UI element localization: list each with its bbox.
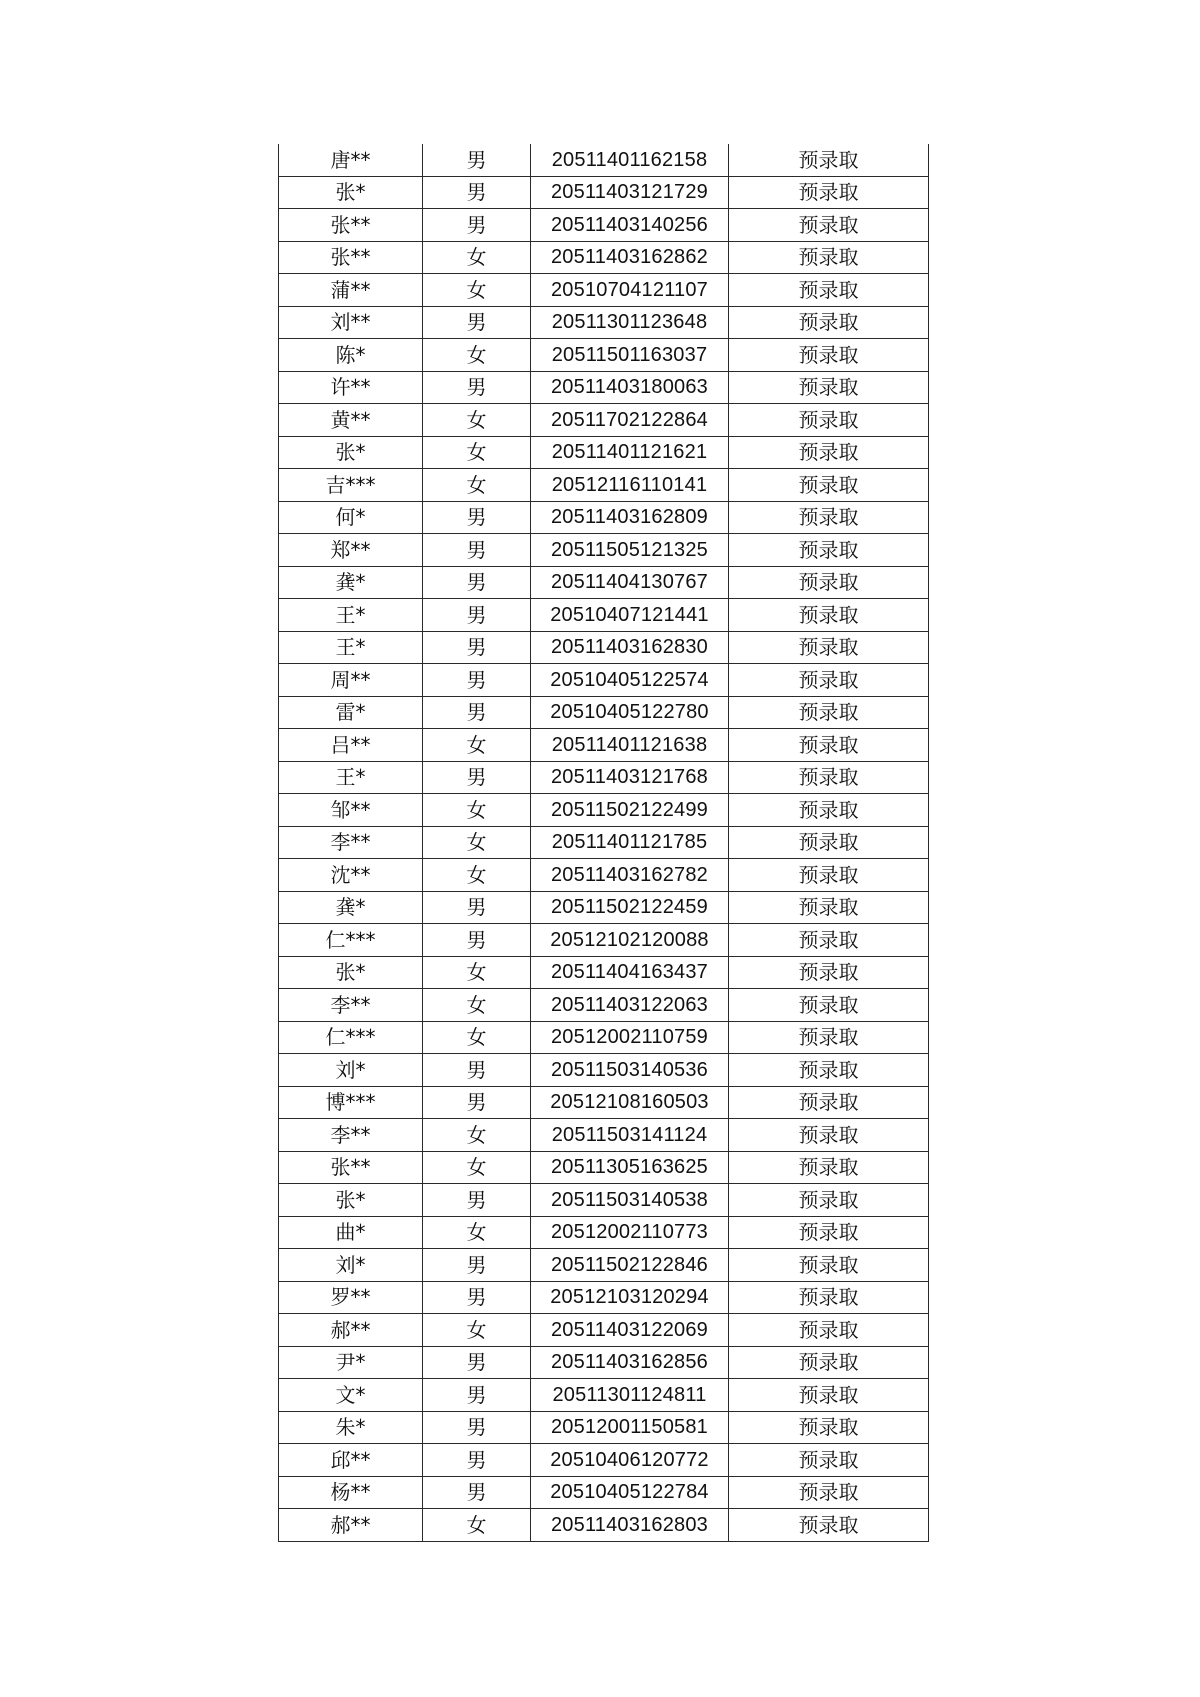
- admission-status-cell: 预录取: [729, 631, 929, 664]
- admission-status-cell: 预录取: [729, 241, 929, 274]
- admission-status-cell: 预录取: [729, 501, 929, 534]
- exam-number-cell: 20511305163625: [531, 1151, 729, 1184]
- exam-number-cell: 20512002110759: [531, 1021, 729, 1054]
- gender-cell: 女: [423, 1021, 531, 1054]
- gender-cell: 男: [423, 144, 531, 176]
- admission-status-cell: 预录取: [729, 599, 929, 632]
- table-row: [279, 1054, 929, 1087]
- exam-number-cell: 20510407121441: [531, 599, 729, 632]
- exam-number-cell: 20511501163037: [531, 339, 729, 372]
- exam-number-cell: 20511401162158: [531, 144, 729, 176]
- admission-status-cell: 预录取: [729, 436, 929, 469]
- name-cell: 罗**: [279, 1281, 423, 1314]
- table-row: [279, 176, 929, 209]
- name-cell: 唐**: [279, 144, 423, 176]
- admission-status-cell: 预录取: [729, 404, 929, 437]
- name-cell: 邹**: [279, 794, 423, 827]
- gender-cell: 女: [423, 1314, 531, 1347]
- gender-cell: 女: [423, 404, 531, 437]
- table-row: [279, 274, 929, 307]
- gender-cell: 女: [423, 989, 531, 1022]
- admission-status-cell: 预录取: [729, 339, 929, 372]
- admission-status-cell: 预录取: [729, 371, 929, 404]
- exam-number-cell: 20512002110773: [531, 1216, 729, 1249]
- name-cell: 雷*: [279, 696, 423, 729]
- name-cell: 王*: [279, 631, 423, 664]
- gender-cell: 男: [423, 1086, 531, 1119]
- admission-status-cell: 预录取: [729, 274, 929, 307]
- name-cell: 蒲**: [279, 274, 423, 307]
- admission-status-cell: 预录取: [729, 1119, 929, 1152]
- gender-cell: 男: [423, 1249, 531, 1282]
- exam-number-cell: 20511404163437: [531, 956, 729, 989]
- gender-cell: 男: [423, 1379, 531, 1412]
- table-row: [279, 339, 929, 372]
- admission-status-cell: 预录取: [729, 729, 929, 762]
- table-row: [279, 1184, 929, 1217]
- table-row: [279, 1314, 929, 1347]
- gender-cell: 男: [423, 176, 531, 209]
- exam-number-cell: 20511403121729: [531, 176, 729, 209]
- admission-status-cell: 预录取: [729, 1249, 929, 1282]
- exam-number-cell: 20511503140538: [531, 1184, 729, 1217]
- admission-status-cell: 预录取: [729, 891, 929, 924]
- exam-number-cell: 20511503140536: [531, 1054, 729, 1087]
- admission-status-cell: 预录取: [729, 1021, 929, 1054]
- name-cell: 张*: [279, 1184, 423, 1217]
- gender-cell: 男: [423, 891, 531, 924]
- name-cell: 朱*: [279, 1411, 423, 1444]
- exam-number-cell: 20510405122784: [531, 1476, 729, 1509]
- table-row: [279, 696, 929, 729]
- table-row: [279, 924, 929, 957]
- name-cell: 王*: [279, 599, 423, 632]
- exam-number-cell: 20512103120294: [531, 1281, 729, 1314]
- exam-number-cell: 20511403122063: [531, 989, 729, 1022]
- admission-status-cell: 预录取: [729, 989, 929, 1022]
- exam-number-cell: 20511502122499: [531, 794, 729, 827]
- gender-cell: 女: [423, 826, 531, 859]
- admission-status-cell: 预录取: [729, 956, 929, 989]
- name-cell: 刘*: [279, 1249, 423, 1282]
- admission-status-cell: 预录取: [729, 1379, 929, 1412]
- name-cell: 李**: [279, 1119, 423, 1152]
- gender-cell: 男: [423, 696, 531, 729]
- table-row: [279, 1216, 929, 1249]
- admission-status-cell: 预录取: [729, 761, 929, 794]
- name-cell: 张*: [279, 956, 423, 989]
- gender-cell: 女: [423, 1151, 531, 1184]
- gender-cell: 女: [423, 274, 531, 307]
- name-cell: 郑**: [279, 534, 423, 567]
- gender-cell: 男: [423, 534, 531, 567]
- gender-cell: 男: [423, 1054, 531, 1087]
- gender-cell: 女: [423, 1216, 531, 1249]
- exam-number-cell: 20512001150581: [531, 1411, 729, 1444]
- exam-number-cell: 20511702122864: [531, 404, 729, 437]
- admission-status-cell: 预录取: [729, 306, 929, 339]
- table-row: [279, 794, 929, 827]
- exam-number-cell: 20511403162782: [531, 859, 729, 892]
- gender-cell: 男: [423, 1476, 531, 1509]
- admission-status-cell: 预录取: [729, 664, 929, 697]
- name-cell: 龚*: [279, 891, 423, 924]
- admission-table: [278, 144, 929, 1542]
- name-cell: 李**: [279, 989, 423, 1022]
- name-cell: 沈**: [279, 859, 423, 892]
- table-row: [279, 664, 929, 697]
- name-cell: 黄**: [279, 404, 423, 437]
- table-row: [279, 144, 929, 176]
- gender-cell: 男: [423, 1184, 531, 1217]
- gender-cell: 女: [423, 729, 531, 762]
- exam-number-cell: 20511401121785: [531, 826, 729, 859]
- table-row: [279, 729, 929, 762]
- name-cell: 刘**: [279, 306, 423, 339]
- table-row: [279, 631, 929, 664]
- gender-cell: 男: [423, 1411, 531, 1444]
- gender-cell: 男: [423, 306, 531, 339]
- exam-number-cell: 20512108160503: [531, 1086, 729, 1119]
- name-cell: 文*: [279, 1379, 423, 1412]
- exam-number-cell: 20511301123648: [531, 306, 729, 339]
- admission-status-cell: 预录取: [729, 534, 929, 567]
- exam-number-cell: 20511403162803: [531, 1509, 729, 1542]
- table-row: [279, 859, 929, 892]
- gender-cell: 女: [423, 1119, 531, 1152]
- gender-cell: 男: [423, 209, 531, 242]
- name-cell: 张*: [279, 436, 423, 469]
- name-cell: 周**: [279, 664, 423, 697]
- admission-status-cell: 预录取: [729, 794, 929, 827]
- table-row: [279, 1119, 929, 1152]
- table-row: [279, 599, 929, 632]
- exam-number-cell: 20511403162856: [531, 1346, 729, 1379]
- gender-cell: 女: [423, 241, 531, 274]
- table-row: [279, 1086, 929, 1119]
- admission-status-cell: 预录取: [729, 859, 929, 892]
- name-cell: 王*: [279, 761, 423, 794]
- table-row: [279, 209, 929, 242]
- admission-status-cell: 预录取: [729, 1411, 929, 1444]
- exam-number-cell: 20511503141124: [531, 1119, 729, 1152]
- table-row: [279, 241, 929, 274]
- table-row: [279, 404, 929, 437]
- gender-cell: 女: [423, 794, 531, 827]
- name-cell: 尹*: [279, 1346, 423, 1379]
- admission-status-cell: 预录取: [729, 924, 929, 957]
- admission-status-cell: 预录取: [729, 1054, 929, 1087]
- admission-status-cell: 预录取: [729, 209, 929, 242]
- gender-cell: 男: [423, 664, 531, 697]
- gender-cell: 男: [423, 599, 531, 632]
- admission-status-cell: 预录取: [729, 1086, 929, 1119]
- gender-cell: 男: [423, 501, 531, 534]
- admission-status-cell: 预录取: [729, 696, 929, 729]
- gender-cell: 女: [423, 339, 531, 372]
- admission-table-body: [279, 144, 929, 1541]
- name-cell: 仁***: [279, 924, 423, 957]
- gender-cell: 女: [423, 469, 531, 502]
- exam-number-cell: 20511403162830: [531, 631, 729, 664]
- gender-cell: 男: [423, 761, 531, 794]
- gender-cell: 男: [423, 371, 531, 404]
- table-row: [279, 436, 929, 469]
- name-cell: 李**: [279, 826, 423, 859]
- name-cell: 郝**: [279, 1314, 423, 1347]
- table-row: [279, 306, 929, 339]
- name-cell: 何*: [279, 501, 423, 534]
- admission-status-cell: 预录取: [729, 1509, 929, 1542]
- table-row: [279, 1476, 929, 1509]
- gender-cell: 男: [423, 631, 531, 664]
- admission-status-cell: 预录取: [729, 566, 929, 599]
- name-cell: 许**: [279, 371, 423, 404]
- table-row: [279, 566, 929, 599]
- exam-number-cell: 20511403140256: [531, 209, 729, 242]
- admission-status-cell: 预录取: [729, 469, 929, 502]
- table-row: [279, 826, 929, 859]
- admission-status-cell: 预录取: [729, 1444, 929, 1477]
- name-cell: 杨**: [279, 1476, 423, 1509]
- table-row: [279, 1151, 929, 1184]
- gender-cell: 男: [423, 566, 531, 599]
- gender-cell: 女: [423, 859, 531, 892]
- table-row: [279, 371, 929, 404]
- admission-status-cell: 预录取: [729, 1476, 929, 1509]
- admission-status-cell: 预录取: [729, 1216, 929, 1249]
- name-cell: 张*: [279, 176, 423, 209]
- gender-cell: 女: [423, 436, 531, 469]
- admission-status-cell: 预录取: [729, 1184, 929, 1217]
- name-cell: 吉***: [279, 469, 423, 502]
- table-row: [279, 501, 929, 534]
- exam-number-cell: 20510704121107: [531, 274, 729, 307]
- name-cell: 郝**: [279, 1509, 423, 1542]
- gender-cell: 女: [423, 956, 531, 989]
- name-cell: 张**: [279, 1151, 423, 1184]
- table-row: [279, 956, 929, 989]
- name-cell: 陈*: [279, 339, 423, 372]
- exam-number-cell: 20511404130767: [531, 566, 729, 599]
- name-cell: 张**: [279, 209, 423, 242]
- gender-cell: 男: [423, 1444, 531, 1477]
- table-row: [279, 989, 929, 1022]
- gender-cell: 男: [423, 924, 531, 957]
- exam-number-cell: 20511502122459: [531, 891, 729, 924]
- admission-status-cell: 预录取: [729, 1314, 929, 1347]
- name-cell: 刘*: [279, 1054, 423, 1087]
- name-cell: 龚*: [279, 566, 423, 599]
- table-row: [279, 1444, 929, 1477]
- exam-number-cell: 20511403180063: [531, 371, 729, 404]
- table-row: [279, 761, 929, 794]
- exam-number-cell: 20511403122069: [531, 1314, 729, 1347]
- table-row: [279, 1379, 929, 1412]
- gender-cell: 男: [423, 1346, 531, 1379]
- gender-cell: 男: [423, 1281, 531, 1314]
- name-cell: 曲*: [279, 1216, 423, 1249]
- exam-number-cell: 20511403121768: [531, 761, 729, 794]
- exam-number-cell: 20511505121325: [531, 534, 729, 567]
- table-row: [279, 1281, 929, 1314]
- name-cell: 仁***: [279, 1021, 423, 1054]
- admission-status-cell: 预录取: [729, 826, 929, 859]
- exam-number-cell: 20512116110141: [531, 469, 729, 502]
- name-cell: 张**: [279, 241, 423, 274]
- exam-number-cell: 20510406120772: [531, 1444, 729, 1477]
- exam-number-cell: 20510405122780: [531, 696, 729, 729]
- table-row: [279, 469, 929, 502]
- table-row: [279, 1021, 929, 1054]
- name-cell: 博***: [279, 1086, 423, 1119]
- admission-status-cell: 预录取: [729, 1281, 929, 1314]
- table-row: [279, 1509, 929, 1542]
- exam-number-cell: 20512102120088: [531, 924, 729, 957]
- admission-status-cell: 预录取: [729, 144, 929, 176]
- admission-status-cell: 预录取: [729, 1151, 929, 1184]
- exam-number-cell: 20511403162809: [531, 501, 729, 534]
- table-row: [279, 534, 929, 567]
- exam-number-cell: 20510405122574: [531, 664, 729, 697]
- name-cell: 邱**: [279, 1444, 423, 1477]
- table-row: [279, 1346, 929, 1379]
- gender-cell: 女: [423, 1509, 531, 1542]
- table-row: [279, 891, 929, 924]
- admission-status-cell: 预录取: [729, 1346, 929, 1379]
- exam-number-cell: 20511403162862: [531, 241, 729, 274]
- admission-status-cell: 预录取: [729, 176, 929, 209]
- exam-number-cell: 20511401121621: [531, 436, 729, 469]
- exam-number-cell: 20511502122846: [531, 1249, 729, 1282]
- exam-number-cell: 20511401121638: [531, 729, 729, 762]
- name-cell: 吕**: [279, 729, 423, 762]
- exam-number-cell: 20511301124811: [531, 1379, 729, 1412]
- table-row: [279, 1249, 929, 1282]
- table-row: [279, 1411, 929, 1444]
